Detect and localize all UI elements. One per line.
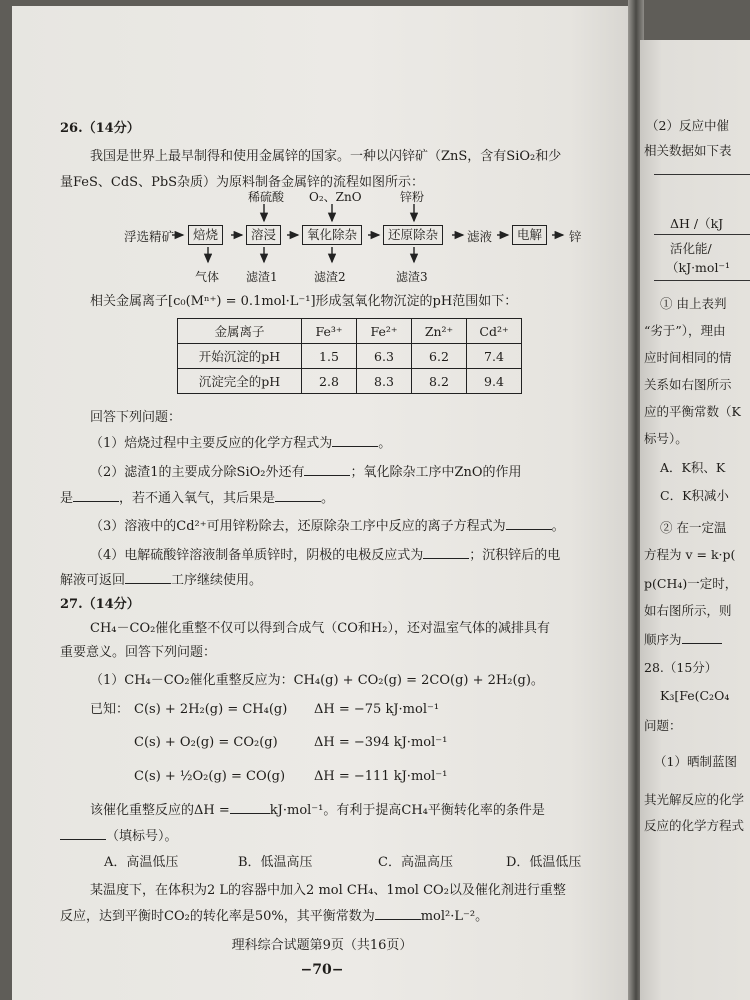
right-line: 相关数据如下表 xyxy=(644,143,732,158)
q26-part1 xyxy=(90,435,391,453)
right-line: 活化能/ xyxy=(670,241,712,256)
right-line: C．K积减小 xyxy=(660,488,729,503)
q26-part4-text-c: 解液可返回 xyxy=(60,573,126,588)
right-line: ΔH /（kJ xyxy=(670,216,724,231)
q26-part4-text: （4）电解硫酸锌溶液制备单质锌时，阴极的电极反应式为 xyxy=(90,548,424,563)
right-line: 标号）。 xyxy=(644,431,688,446)
table-cell: 1.5 xyxy=(302,344,357,369)
q26-intro-line1: 我国是世界上最早制得和使用金属锌的国家。一种以闪锌矿（ZnS，含有SiO₂和少 xyxy=(90,149,562,164)
right-line: 应时间相同的情 xyxy=(644,350,732,365)
flow-product-label: 锌 xyxy=(569,229,582,244)
right-line: ② 在一定温 xyxy=(660,520,727,535)
table-cell: 沉淀完全的pH xyxy=(178,369,302,394)
right-line: 关系如右图所示 xyxy=(644,377,732,392)
q27-dh-text: 该催化重整反应的ΔH = xyxy=(90,803,230,818)
equation-3: C(s) + ½O₂(g) = CO(g) xyxy=(134,769,286,784)
table-header-cell: 金属离子 xyxy=(178,319,302,344)
right-table-rule xyxy=(654,280,750,281)
right-line: 28.（15分） xyxy=(644,660,718,675)
flow-reagent-acid: 稀硫酸 xyxy=(248,190,285,204)
flow-filtrate-label: 滤液 xyxy=(467,229,493,244)
right-line xyxy=(644,630,722,648)
q26-part2-line1 xyxy=(90,464,522,482)
table-cell: 6.3 xyxy=(357,344,412,369)
answer-blank[interactable] xyxy=(423,547,469,559)
right-table-rule xyxy=(654,234,750,235)
q26-number: 26.（14分） xyxy=(60,121,140,136)
equation-2: C(s) + O₂(g) = CO₂(g) xyxy=(134,735,278,750)
q26-intro-line2: 量FeS、CdS、PbS杂质）为原料制备金属锌的流程如图所示： xyxy=(60,175,425,190)
answer-blank[interactable] xyxy=(275,490,321,502)
answer-blank[interactable] xyxy=(682,632,722,644)
right-line: p(CH₄)一定时， xyxy=(644,576,738,591)
flow-reagent-o2-zno: O₂、ZnO xyxy=(309,190,362,204)
table-cell: 开始沉淀的pH xyxy=(178,344,302,369)
q26-part2-line2 xyxy=(60,490,334,508)
q27-intro-line1: CH₄－CO₂催化重整不仅可以得到合成气（CO和H₂），还对温室气体的减排具有 xyxy=(90,621,550,636)
flow-step-roast: 焙烧 xyxy=(188,225,223,245)
table-cell: 8.3 xyxy=(357,369,412,394)
q27-part1: （1）CH₄－CO₂催化重整反应为：CH₄(g) + CO₂(g) = 2CO(g) + 2H₂(g)。 xyxy=(90,673,544,688)
right-line: 应的平衡常数（K xyxy=(644,404,741,419)
right-line: 如右图所示，则 xyxy=(644,603,732,618)
q26-part2-text-d: ，若不通入氧气，其后果是 xyxy=(119,491,276,506)
table-cell: 9.4 xyxy=(467,369,522,394)
exam-page-left xyxy=(12,6,632,1000)
option-a: A．高温低压 xyxy=(104,855,179,870)
q26-part4-text-b: ；沉积锌后的电 xyxy=(469,548,561,563)
table-cell: 6.2 xyxy=(412,344,467,369)
table-row xyxy=(178,369,522,394)
page-number: −70− xyxy=(300,962,344,978)
flow-output-residue1: 滤渣1 xyxy=(246,270,278,284)
footer-caption: 理科综合试题第9页（共16页） xyxy=(231,938,413,953)
period: 。 xyxy=(551,519,565,534)
q26-part3-text: （3）溶液中的Cd²⁺可用锌粉除去，还原除杂工序中反应的离子方程式为 xyxy=(90,519,506,534)
flow-output-gas: 气体 xyxy=(195,270,220,284)
table-row xyxy=(178,344,522,369)
answer-blank[interactable] xyxy=(506,518,552,530)
right-line: （kJ·mol⁻¹ xyxy=(666,260,731,275)
q27-dh-question xyxy=(90,802,545,820)
right-line: A．K积、K xyxy=(660,460,726,475)
table-header-cell: Cd²⁺ xyxy=(467,319,522,344)
right-line-text: 顺序为 xyxy=(644,632,682,647)
q26-part4-line1 xyxy=(90,547,560,565)
q26-part2-text-c: 是 xyxy=(60,491,74,506)
answer-blank[interactable] xyxy=(230,802,270,814)
q26-answer-prompt: 回答下列问题： xyxy=(90,410,182,425)
known-label: 已知： xyxy=(90,702,130,717)
option-d: D．低温低压 xyxy=(506,855,582,870)
flow-input-label: 浮选精矿 xyxy=(124,229,175,244)
option-c: C．高温高压 xyxy=(378,855,453,870)
q27-k-text-b: mol²·L⁻²。 xyxy=(420,909,489,924)
flow-step-electrolysis: 电解 xyxy=(512,225,547,245)
option-b: B．低温高压 xyxy=(238,855,313,870)
exam-page-right-partial xyxy=(640,40,750,1000)
answer-blank[interactable] xyxy=(375,908,421,920)
answer-blank[interactable] xyxy=(125,572,171,584)
q26-part4-line2 xyxy=(60,572,262,590)
q27-dh-question-line2 xyxy=(60,828,178,846)
right-line: 反应的化学方程式 xyxy=(644,818,745,833)
q26-part3 xyxy=(90,518,565,536)
q26-part1-text: （1）焙烧过程中主要反应的化学方程式为 xyxy=(90,436,333,451)
enthalpy-2: ΔH = −394 kJ·mol⁻¹ xyxy=(314,735,448,750)
right-line: ① 由上表判 xyxy=(660,296,727,311)
q27-k-text: 反应，达到平衡时CO₂的转化率是50%，其平衡常数为 xyxy=(60,909,375,924)
flow-output-residue2: 滤渣2 xyxy=(314,270,346,284)
table-header-cell: Zn²⁺ xyxy=(412,319,467,344)
table-header-cell: Fe³⁺ xyxy=(302,319,357,344)
enthalpy-1: ΔH = −75 kJ·mol⁻¹ xyxy=(314,702,440,717)
answer-blank[interactable] xyxy=(73,490,119,502)
table-cell: 2.8 xyxy=(302,369,357,394)
q27-number: 27.（14分） xyxy=(60,597,140,612)
table-header-row xyxy=(178,319,522,344)
flow-output-residue3: 滤渣3 xyxy=(396,270,428,284)
right-line: 方程为 v = k·p( xyxy=(644,547,736,562)
table-cell: 8.2 xyxy=(412,369,467,394)
flow-step-reduction: 还原除杂 xyxy=(383,225,443,245)
right-line: “劣于”），理由 xyxy=(644,323,726,338)
enthalpy-3: ΔH = −111 kJ·mol⁻¹ xyxy=(314,769,448,784)
answer-blank[interactable] xyxy=(332,435,378,447)
answer-blank[interactable] xyxy=(304,464,350,476)
table-cell: 7.4 xyxy=(467,344,522,369)
right-line: （2）反应中催 xyxy=(646,118,729,133)
right-line: （1）晒制蓝图 xyxy=(654,754,737,769)
right-line: 问题： xyxy=(644,718,682,733)
table-header-cell: Fe²⁺ xyxy=(357,319,412,344)
right-line: K₃[Fe(C₂O₄ xyxy=(660,688,730,703)
q26-part4-text-d: 工序继续使用。 xyxy=(171,573,263,588)
flow-step-oxidation: 氧化除杂 xyxy=(302,225,362,245)
period: 。 xyxy=(378,436,392,451)
q26-part2-text: （2）滤渣1的主要成分除SiO₂外还有 xyxy=(90,465,305,480)
q27-dh-text-c: （填标号）。 xyxy=(106,829,178,844)
q27-intro-line2: 重要意义。回答下列问题： xyxy=(60,645,217,660)
period: 。 xyxy=(321,491,335,506)
flow-step-leach: 溶浸 xyxy=(246,225,281,245)
q27-k-question-line2 xyxy=(60,908,488,926)
precipitation-ph-table xyxy=(177,318,522,394)
table-intro: 相关金属离子[c₀(Mⁿ⁺) = 0.1mol·L⁻¹]形成氢氧化物沉淀的pH范围如下： xyxy=(90,294,518,309)
equation-1: C(s) + 2H₂(g) = CH₄(g) xyxy=(134,702,288,717)
right-table-rule xyxy=(654,174,750,175)
q27-k-question-line1: 某温度下，在体积为2 L的容器中加入2 mol CH₄、1mol CO₂以及催化剂进行重整 xyxy=(90,883,566,898)
answer-blank[interactable] xyxy=(60,828,106,840)
flow-reagent-zinc-powder: 锌粉 xyxy=(400,190,425,204)
q26-part2-text-b: ；氧化除杂工序中ZnO的作用 xyxy=(350,465,522,480)
right-line: 其光解反应的化学 xyxy=(644,792,745,807)
q27-dh-text-b: kJ·mol⁻¹。有利于提高CH₄平衡转化率的条件是 xyxy=(269,803,545,818)
